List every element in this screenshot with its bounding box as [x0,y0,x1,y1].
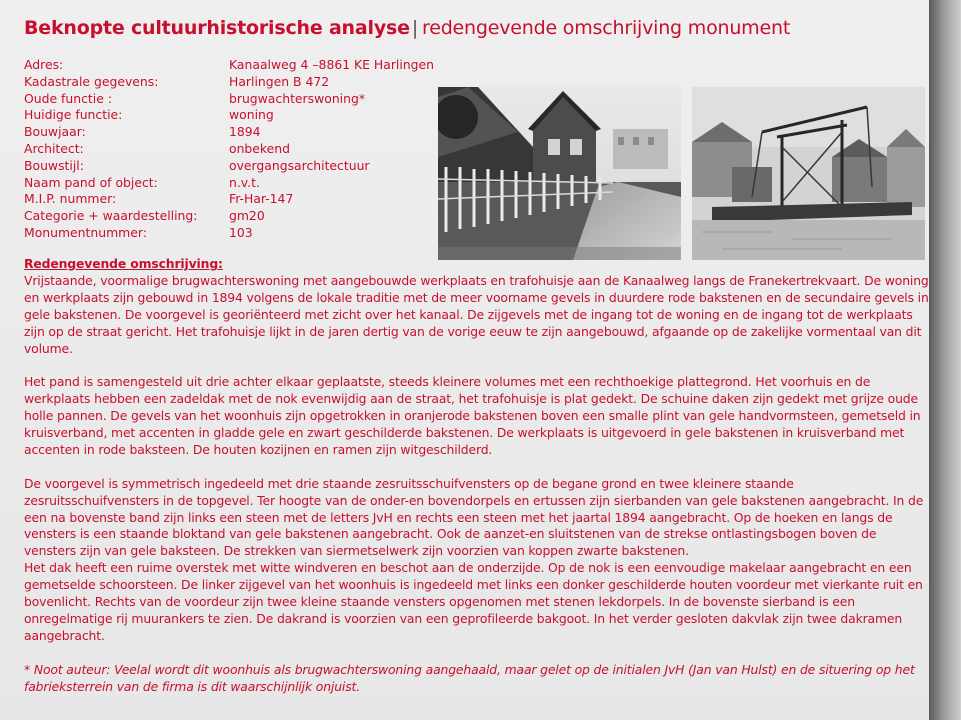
historic-photo-bridge [692,87,925,260]
meta-label: Oude functie : [24,90,112,106]
meta-value: Kanaalweg 4 –8861 KE Harlingen [229,57,435,72]
meta-row-mip-nummer [24,191,434,208]
meta-value: gm20 [229,208,265,224]
meta-label: Kadastrale gegevens: [24,73,159,89]
title-subtitle: redengevende omschrijving monument [422,17,791,39]
meta-label: Bouwjaar: [24,124,86,140]
meta-row-adres [24,57,434,74]
meta-value: overgangsarchitectuur [229,157,370,173]
paragraph-4: Het dak heeft een ruime overstek met witte windveren en beschot aan de onderzijde. Op de nok is een eenvoudige makelaar aangebracht en een gemetselde schoorsteen. De linker zijgevel van het woonhuis is ingedeeld met links een donker geschilderde houten voordeur met vierkante ruit en bovenlicht. Rechts van de voordeur zijn twee kleine staande vensters opgenomen met stenen lekdorpels. In de bovenste sierband is een onregelmatige rij muurankers te zien. De dakrand is voorzien van een geprofileerde bakgoot. In het verder gesloten dakvlak zijn twee dakramen aangebracht. [24,560,923,643]
meta-value: 1894 [229,124,261,140]
meta-row-naam-pand [24,175,434,192]
meta-label: Huidige functie: [24,107,123,123]
meta-label: Monumentnummer: [24,224,147,240]
page-shadow [929,0,961,720]
description-body [24,256,929,696]
paragraph-1: Vrijstaande, voormalige brugwachterswoning met aangebouwde werkplaats en trafohuisje aan de Kanaalweg langs de Franekertrekvaart. De woning en werkplaats zijn gebouwd in 1894 volgens de lokale traditie met de meer voorname gevels in duurdere rode bakstenen en de secundaire gevels in gele bakstenen. De voorgevel is georiënteerd met zicht over het kanaal. De zijgevels met de ingang tot de woning en de ingang tot de werkplaats zijn op de straat gericht. Het trafohuisje lijkt in de jaren dertig van de vorige eeuw te zijn aangebouwd, afgaande op de zakelijke vormentaal van dit volume. [24,272,929,356]
meta-value: Harlingen B 472 [229,73,330,89]
meta-row-architect [24,141,434,158]
meta-row-kadastraal [24,74,434,91]
paragraph-3: De voorgevel is symmetrisch ingedeeld met drie staande zesruitsschuifvensters op de begane grond en twee kleinere staande zesruitsschuifvensters in de topgevel. Ter hoogte van de onder-en bovendorpels en ertussen zijn sierbanden van gele bakstenen aangebracht. In de een na bovenste band zijn links een steen met de letters JvH en rechts een steen met het jaartal 1894 aangebracht. Op de hoeken en langs de vensters is een staande bloktand van gele bakstenen aangebracht. Ook de aanzet-en sluitstenen van de strekse ontlastingsbogen boven de vensters zijn van gele baksteen. De strekken van siermetselwerk zijn voorzien van koppen zwarte bakstenen. [24,475,924,559]
title-separator: | [411,17,419,39]
meta-label: M.I.P. nummer: [24,191,117,207]
meta-value: onbekend [229,140,290,156]
author-note: * Noot auteur: Veelal wordt dit woonhuis als brugwachterswoning aangehaald, maar gelet op de initialen JvH (Jan van Hulst) en de situering op het fabrieksterrein van de firma is dit waarschijnlijk onjuist. [24,661,915,694]
title-bold: Beknopte cultuurhistorische analyse [24,17,410,39]
meta-value: Fr-Har-147 [229,191,294,207]
meta-label: Architect: [24,140,84,156]
meta-label: Bouwstijl: [24,157,84,173]
meta-row-oude-functie [24,91,434,108]
metadata-list [24,57,434,242]
meta-value: brugwachterswoning* [229,90,366,106]
section-heading: Redengevende omschrijving: [24,256,223,271]
meta-label: Categorie + waardestelling: [24,208,198,224]
meta-label: Naam pand of object: [24,174,158,190]
paragraph-2: Het pand is samengesteld uit drie achter elkaar geplaatste, steeds kleinere volumes met een rechthoekige plattegrond. Het voorhuis en de werkplaats hebben een zadeldak met de nok evenwijdig aan de straat, het trafohuisje is plat gedekt. De schuine daken zijn gedekt met grijze oude holle pannen. De gevels van het woonhuis zijn opgetrokken in oranjerode bakstenen boven een smalle plint van gele handvormsteen, gemetseld in kruisverband, met accenten in gladde gele en zwart geschilderde bakstenen. De werkplaats is uitgevoerd in gele bakstenen in kruisverband met accenten in rode baksteen. De houten kozijnen en ramen zijn witgeschilderd. [24,374,921,457]
meta-row-huidige-functie [24,107,434,124]
meta-row-bouwjaar [24,124,434,141]
meta-row-monumentnummer [24,225,434,242]
meta-row-bouwstijl [24,158,434,175]
meta-value: 103 [229,224,253,240]
meta-value: n.v.t. [229,174,260,190]
meta-value: woning [229,107,274,123]
historic-photo-house [438,87,681,260]
meta-label: Adres: [24,57,64,72]
meta-row-categorie [24,208,434,225]
page-title [24,17,790,39]
